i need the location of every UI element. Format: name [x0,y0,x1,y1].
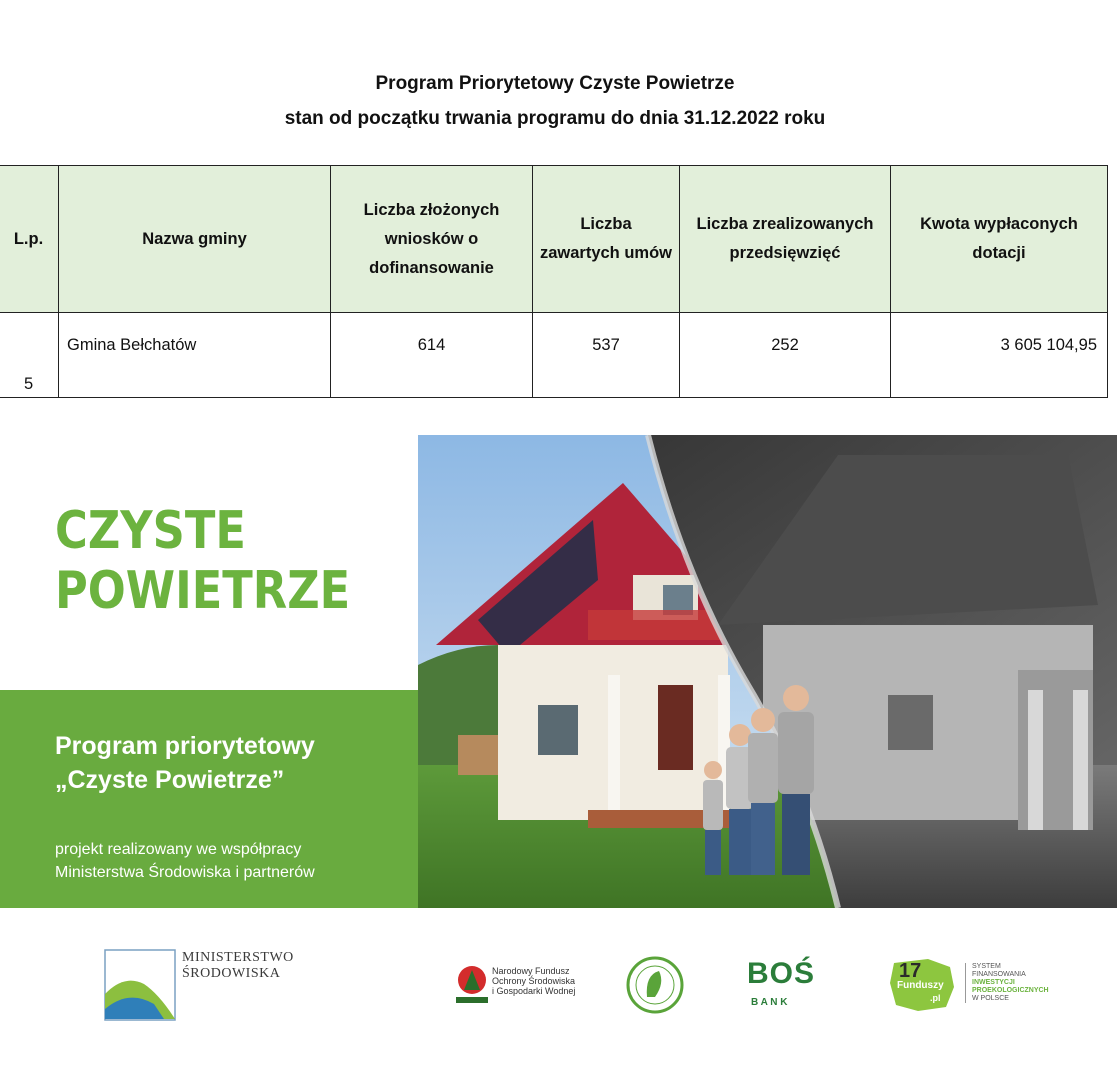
funduszy-number: 17 [899,960,922,982]
cell-gmina: Gmina Bełchatów [59,313,331,398]
ministry-emblem-icon [104,949,176,1021]
funduszy-domain: .pl [930,993,941,1003]
nfosigw-name-line-3: i Gospodarki Wodnej [492,986,576,996]
bos-bank-name: BOŚ [747,957,816,990]
nfosigw-name-line-2: Ochrony Środowiska [492,976,576,986]
brand-logotype [55,501,350,621]
environmental-seal-icon [625,955,685,1015]
system-line-5: W POLSCE [972,995,1009,1002]
table-header-row [0,166,1108,313]
brand-line-1: CZYSTE [55,501,246,561]
nfosigw-tree-icon [454,965,490,1005]
system-line-1: SYSTEM [972,963,1001,970]
ministry-name-line-2: ŚRODOWISKA [182,966,281,981]
column-header-gmina: Nazwa gminy [59,166,331,313]
cell-umowy: 537 [533,313,680,398]
ministry-name [182,950,294,982]
program-name [55,729,315,797]
nfosigw-name-line-1: Narodowy Fundusz [492,966,570,976]
program-name-line-2: „Czyste Powietrze” [55,766,285,794]
system-finansowania-text [972,963,1049,1003]
funduszy-name: Funduszy [897,980,944,991]
column-header-kwota: Kwota wypłaconych dotacji [891,166,1108,313]
banner-brand-area [0,435,418,690]
page-title: Program Priorytetowy Czyste Powietrze [375,73,735,94]
page-subtitle: stan od początku trwania programu do dnia 31.12.2022 roku [284,108,826,129]
column-header-lp: L.p. [0,166,59,313]
table-row [0,313,1108,398]
nfosigw-name [492,966,575,996]
partner-logos [0,945,1120,1035]
cell-przedsiewziecia: 252 [680,313,891,398]
cell-lp: 5 [0,313,59,398]
program-description-line-2: Ministerstwa Środowiska i partnerów [55,864,315,881]
program-name-line-1: Program priorytetowy [55,732,315,760]
column-header-przedsiewziecia: Liczba zrealizowanych przedsięwzięć [680,166,891,313]
cell-kwota: 3 605 104,95 [891,313,1108,398]
system-line-4: PROEKOLOGICZNYCH [972,987,1049,994]
logo-divider [965,963,966,1003]
bos-bank-sub: B A N K [751,997,788,1008]
column-header-wnioski: Liczba złożonych wniosków o dofinansowanie [331,166,533,313]
banner-info-panel [0,690,418,908]
program-description-line-1: projekt realizowany we współpracy [55,841,302,858]
brand-line-2: POWIETRZE [55,561,351,621]
statistics-table [0,165,1108,398]
cell-wnioski: 614 [331,313,533,398]
system-line-3: INWESTYCJI [972,979,1015,986]
program-banner [0,435,1117,908]
column-header-umowy: Liczba zawartych umów [533,166,680,313]
house-family-photo [418,435,1117,908]
program-description [55,838,315,884]
system-line-2: FINANSOWANIA [972,971,1026,978]
ministry-name-line-1: MINISTERSTWO [182,950,294,965]
